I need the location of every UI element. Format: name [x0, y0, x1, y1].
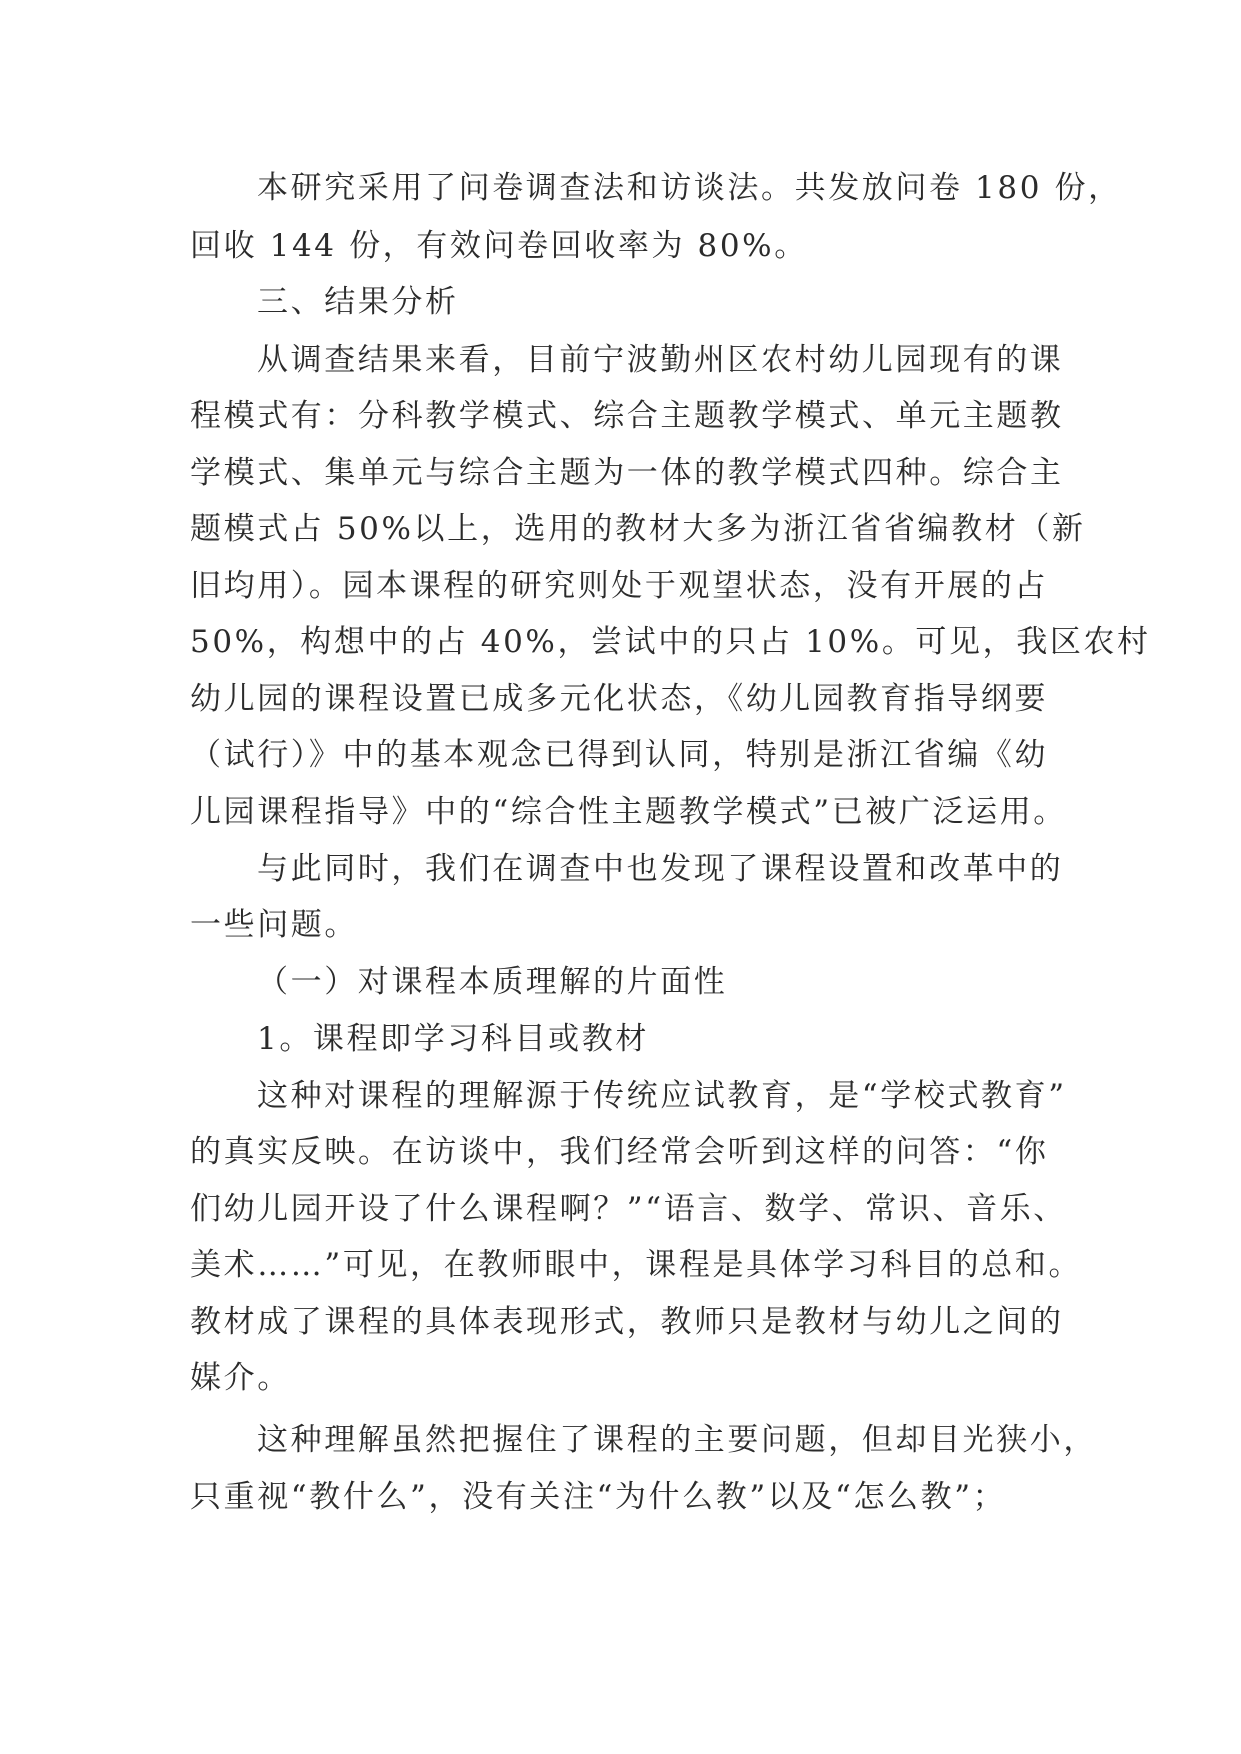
- section-heading: 三、结果分析: [257, 284, 459, 320]
- text-line: 这种对课程的理解源于传统应试教育，是“学校式教育”: [257, 1078, 1067, 1114]
- text-line: 旧均用）。园本课程的研究则处于观望状态，没有开展的占: [190, 568, 1049, 604]
- subsection-heading: （一）对课程本质理解的片面性: [257, 964, 728, 1000]
- text-line: （试行）》中的基本观念已得到认同，特别是浙江省编《幼: [190, 737, 1049, 773]
- text-line: 学模式、集单元与综合主题为一体的教学模式四种。综合主: [190, 455, 1064, 491]
- text-line: 们幼儿园开设了什么课程啊？”“语言、数学、常识、音乐、: [190, 1191, 1067, 1227]
- text-line: 与此同时，我们在调查中也发现了课程设置和改革中的: [257, 851, 1064, 887]
- text-line: 美术……”可见，在教师眼中，课程是具体学习科目的总和。: [190, 1247, 1083, 1283]
- text-line: 回收 144 份，有效问卷回收率为 80%。: [190, 228, 808, 264]
- text-line: 幼儿园的课程设置已成多元化状态，《幼儿园教育指导纲要: [190, 681, 1049, 717]
- text-line: 教材成了课程的具体表现形式，教师只是教材与幼儿之间的: [190, 1304, 1064, 1340]
- text-line: 50%，构想中的占 40%，尝试中的只占 10%。可见，我区农村: [190, 624, 1151, 660]
- text-line: 只重视“教什么”，没有关注“为什么教”以及“怎么教”；: [190, 1479, 1007, 1515]
- text-line: 本研究采用了问卷调查法和访谈法。共发放问卷 180 份，: [257, 170, 1122, 206]
- text-line: 程模式有：分科教学模式、综合主题教学模式、单元主题教: [190, 398, 1064, 434]
- text-line: 一些问题。: [190, 907, 358, 943]
- text-line: 媒介。: [190, 1360, 291, 1396]
- text-line: 题模式占 50%以上，选用的教材大多为浙江省省编教材（新: [190, 511, 1086, 547]
- text-line: 儿园课程指导》中的“综合性主题教学模式”已被广泛运用。: [190, 794, 1067, 830]
- text-line: 的真实反映。在访谈中，我们经常会听到这样的问答：“你: [190, 1134, 1049, 1170]
- text-line: 从调查结果来看，目前宁波勤州区农村幼儿园现有的课: [257, 342, 1064, 378]
- text-line: 这种理解虽然把握住了课程的主要问题，但却目光狭小，: [257, 1422, 1097, 1458]
- subsection-heading: 1。课程即学习科目或教材: [257, 1021, 649, 1057]
